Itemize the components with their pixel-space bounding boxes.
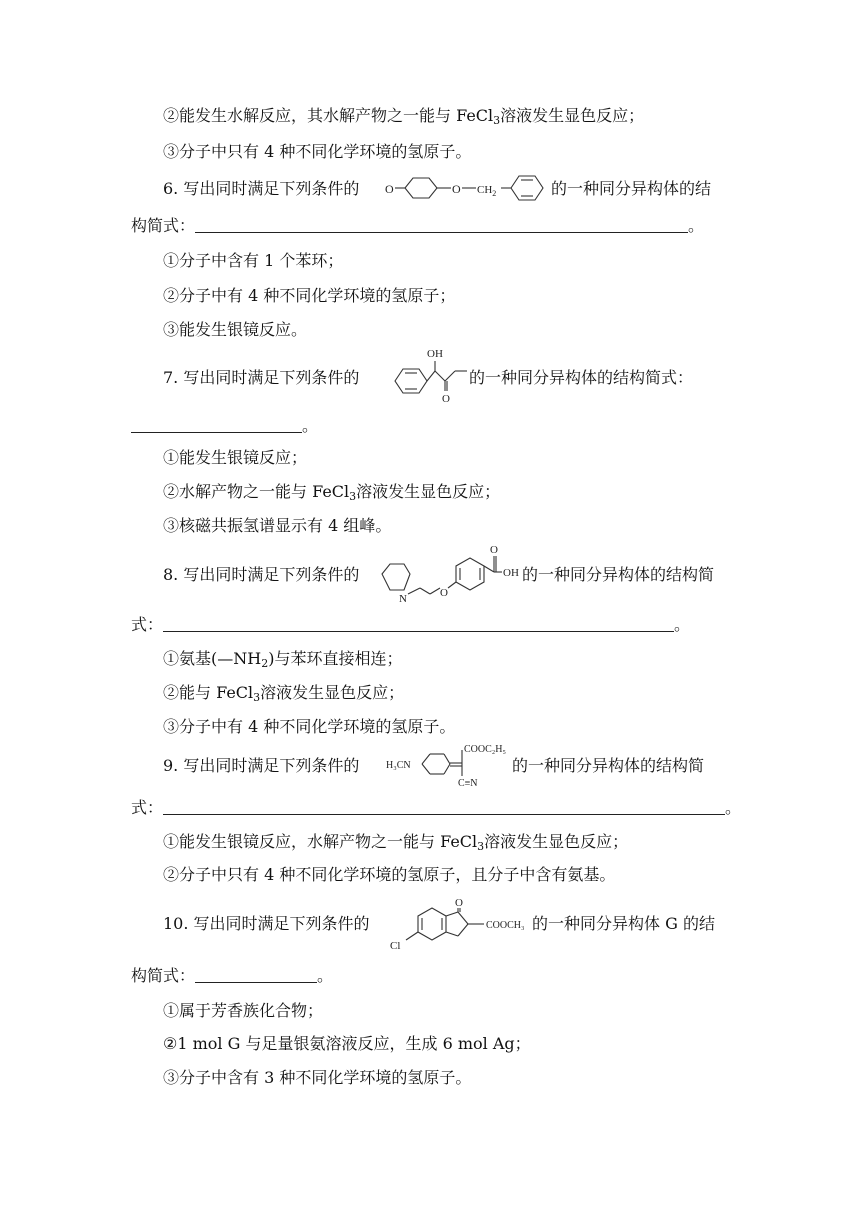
condition: ①氨基$(—NH_2)$与苯环直接相连； (163, 649, 403, 670)
svg-text:H₃CN: H₃CN (386, 760, 411, 771)
answer-blank[interactable] (195, 966, 317, 983)
svg-text:O: O (440, 587, 448, 599)
svg-text:O: O (385, 182, 394, 196)
question-6-end: 的一种同分异构体的结 (551, 179, 712, 198)
question-7-start: 7. 写出同时满足下列条件的 (163, 368, 360, 387)
svg-text:OH: OH (503, 567, 519, 579)
svg-text:CH2: $CH_2$ (477, 184, 497, 198)
svg-text:C≡N: C≡N (458, 778, 478, 788)
question-8-start: 8. 写出同时满足下列条件的 (163, 565, 360, 584)
condition: ③能发生银镜反应。 (163, 320, 308, 339)
question-10-start: 10. 写出同时满足下列条件的 (163, 914, 370, 933)
structure-q9 (386, 740, 518, 788)
question-8-answer: 式： 。 (131, 615, 691, 634)
svg-text:O: O (452, 182, 461, 196)
svg-text:O: O (455, 897, 463, 909)
svg-text:O: O (442, 393, 450, 405)
condition: ①能发生银镜反应； (163, 448, 308, 467)
svg-text:O: O (490, 544, 498, 556)
svg-text:OH: OH (427, 348, 443, 360)
condition: ③核磁共振氢谱显示有 4 组峰。 (163, 516, 392, 535)
structure-q10 (388, 894, 534, 956)
svg-text:N: N (399, 593, 407, 605)
condition: ②能与 FeCl$_3$溶液发生显色反应； (163, 683, 405, 704)
condition: ②分子中有 4 种不同化学环境的氢原子； (163, 286, 456, 305)
question-6-answer: 构简式： 。 (131, 216, 705, 235)
condition-hydrogen: ③分子中只有 4 种不同化学环境的氢原子。 (163, 142, 472, 161)
question-7-end: 的一种同分异构体的结构简式： (469, 368, 694, 387)
question-7-answer: 。 (131, 416, 318, 436)
question-10-answer: 构简式： 。 (131, 966, 334, 985)
condition: ②1 mol G 与足量银氨溶液反应，生成 6 mol Ag； (163, 1034, 531, 1053)
condition: ①分子中含有 1 个苯环； (163, 251, 344, 270)
condition: ③分子中有 4 种不同化学环境的氢原子。 (163, 717, 456, 736)
answer-blank[interactable] (163, 615, 674, 632)
text: ②能发生水解反应，其水解产物之一能与 FeCl (163, 106, 494, 125)
question-9-end: 的一种同分异构体的结构简 (512, 756, 705, 775)
condition: ②水解产物之一能与 FeCl$_3$溶液发生显色反应； (163, 482, 501, 503)
question-8-end: 的一种同分异构体的结构简 (522, 565, 715, 584)
condition: ③分子中含有 3 种不同化学环境的氢原子。 (163, 1068, 472, 1087)
svg-text:Cl: Cl (390, 940, 401, 952)
question-9-answer: 式： 。 (131, 798, 742, 817)
condition: ①属于芳香族化合物； (163, 1001, 324, 1020)
condition-hydrolysis: ②能发生水解反应，其水解产物之一能与 FeCl$_3$溶液发生显色反应； (163, 106, 645, 127)
condition: ②分子中只有 4 种不同化学环境的氢原子，且分子中含有氨基。 (163, 865, 616, 884)
structure-q6 (383, 170, 553, 206)
question-9-start: 9. 写出同时满足下列条件的 (163, 756, 360, 775)
structure-q7 (391, 343, 471, 405)
condition: ①能发生银镜反应，水解产物之一能与 FeCl$_3$溶液发生显色反应； (163, 832, 629, 853)
answer-blank[interactable] (195, 216, 688, 233)
svg-text:COOCH₃: COOCH₃ (486, 920, 525, 931)
structure-q8 (376, 542, 524, 606)
answer-blank[interactable] (131, 416, 302, 433)
question-10-end: 的一种同分异构体 G 的结 (532, 914, 715, 933)
question-6-start: 6. 写出同时满足下列条件的 (163, 179, 360, 198)
svg-text:COOC₂H₅: COOC₂H₅ (464, 744, 506, 755)
answer-blank[interactable] (163, 798, 725, 815)
